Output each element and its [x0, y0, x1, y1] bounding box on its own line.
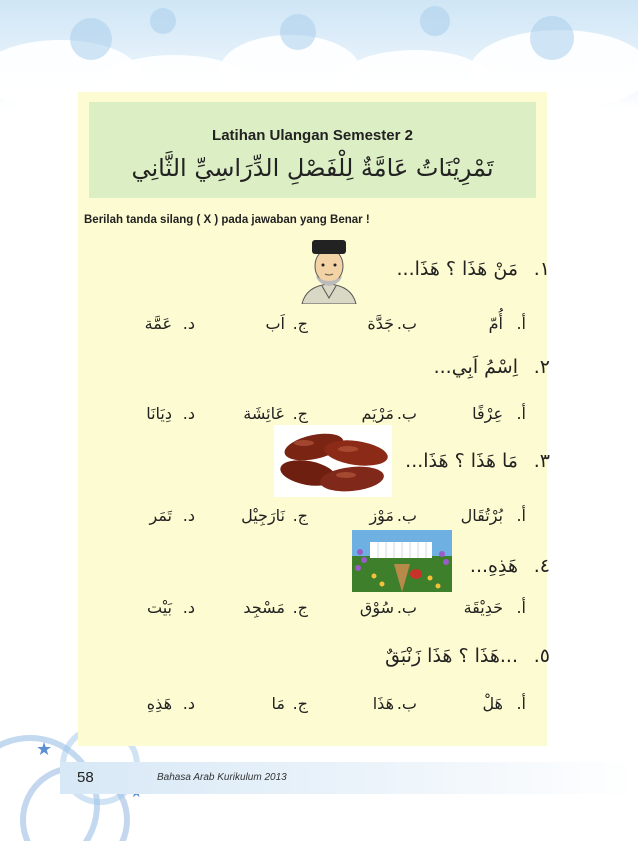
option-text[interactable]: جَدَّة — [367, 314, 394, 333]
question-number: ١. — [533, 258, 550, 280]
question-number: ٣. — [533, 450, 550, 472]
option-text[interactable]: مَوْز — [369, 506, 394, 525]
option-text[interactable]: دِيَانَا — [146, 404, 172, 423]
option-text[interactable]: بُرْتُقَال — [460, 506, 503, 525]
header-box — [89, 102, 536, 198]
option-label: د. — [182, 506, 195, 525]
star-icon: ★ — [36, 739, 53, 760]
question-text: مَا هَذَا ؟ هَذَا... — [405, 450, 518, 472]
option-label: د. — [182, 314, 195, 333]
option-label: د. — [182, 598, 195, 617]
option-label: أ. — [516, 314, 526, 333]
option-label: أ. — [516, 506, 526, 525]
question-text: هَذِهِ... — [469, 555, 518, 577]
option-text[interactable]: عِرْفًا — [472, 404, 503, 423]
option-label: ج. — [292, 694, 308, 713]
arabic-title: تَمْرِيْنَاتُ عَامَّةٌ لِلْفَصْلِ الدِّرَاسِيِّ الثَّانِي — [131, 154, 494, 182]
instruction-text: Berilah tanda silang ( X ) pada jawaban yang Benar ! — [84, 214, 370, 226]
footer-band — [60, 762, 638, 794]
option-label: د. — [182, 404, 195, 423]
option-label: ب. — [396, 314, 417, 333]
dates-image — [274, 425, 392, 497]
option-text[interactable]: تَمَر — [149, 506, 172, 525]
option-label: ج. — [292, 314, 308, 333]
option-label: د. — [182, 694, 195, 713]
option-label: أ. — [516, 404, 526, 423]
option-text[interactable]: هَلْ — [482, 694, 503, 713]
option-text[interactable]: هَذَا — [372, 694, 394, 713]
garden-image — [352, 530, 452, 592]
option-text[interactable]: مَرْيَم — [361, 404, 394, 423]
option-label: أ. — [516, 694, 526, 713]
option-label: ج. — [292, 506, 308, 525]
man-portrait-image — [296, 236, 362, 304]
option-text[interactable]: نَارَجِيْل — [241, 506, 285, 525]
question-text: مَنْ هَذَا ؟ هَذَا... — [396, 258, 518, 280]
option-label: ج. — [292, 404, 308, 423]
option-text[interactable]: عَمَّة — [144, 314, 172, 333]
question-text: اِسْمُ اَبِي... — [433, 356, 518, 378]
book-title: Bahasa Arab Kurikulum 2013 — [157, 772, 287, 783]
option-label: أ. — [516, 598, 526, 617]
option-text[interactable]: مَسْجِد — [243, 598, 285, 617]
question-text: ...هَذَا ؟ هَذَا زَنْبَقٌ — [385, 645, 518, 667]
question-number: ٤. — [533, 555, 550, 577]
option-text[interactable]: مَا — [271, 694, 285, 713]
question-number: ٢. — [533, 356, 550, 378]
option-label: ج. — [292, 598, 308, 617]
option-text[interactable]: عَائِشَة — [243, 404, 285, 423]
option-label: ب. — [396, 506, 417, 525]
option-text[interactable]: سُوْق — [359, 598, 394, 617]
page-title: Latihan Ulangan Semester 2 — [212, 127, 413, 144]
option-text[interactable]: بَيْت — [147, 598, 172, 617]
page-number: 58 — [77, 769, 94, 786]
option-text[interactable]: أُمّ — [488, 314, 503, 333]
option-label: ب. — [396, 404, 417, 423]
question-number: ٥. — [533, 645, 550, 667]
option-text[interactable]: اَب — [265, 314, 285, 333]
option-text[interactable]: هَذِهِ — [146, 694, 172, 713]
option-label: ب. — [396, 598, 417, 617]
option-text[interactable]: حَدِيْقَة — [463, 598, 503, 617]
option-label: ب. — [396, 694, 417, 713]
